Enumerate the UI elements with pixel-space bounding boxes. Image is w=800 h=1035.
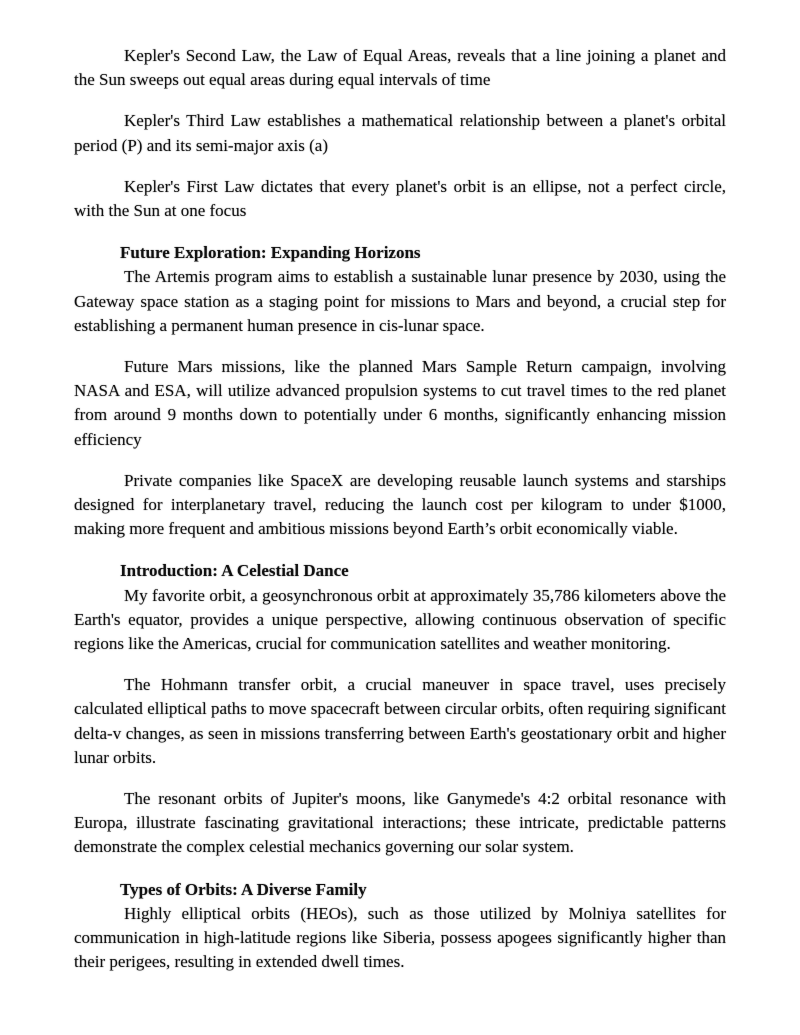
section-heading-future-exploration: Future Exploration: Expanding Horizons (120, 243, 421, 263)
section-heading-types-of-orbits: Types of Orbits: A Diverse Family (120, 879, 367, 899)
paragraph-artemis: The Artemis program aims to establish a sustainable lunar presence by 2030, using the Gateway space station as a staging point for missions to Mars and beyond, a crucial step for establishing a permanent human presence in cis-lunar space. (74, 267, 726, 335)
paragraph-hohmann: The Hohmann transfer orbit, a crucial maneuver in space travel, uses precisely calculated elliptical paths to move spacecraft between circular orbits, often requiring significant delta-v changes, as seen in missions transferring between Earth's geostationary orbit and higher lunar orbits. (74, 675, 726, 767)
document-page (74, 44, 726, 992)
paragraph-geosynchronous: My favorite orbit, a geosynchronous orbit at approximately 35,786 kilometers above the Earth's equator, provides a unique perspective, allowing continuous observation of specific regions like the Americas, crucial for communication satellites and weather monitoring. (74, 585, 726, 654)
paragraph-mars-missions: Future Mars missions, like the planned Mars Sample Return campaign, involving NASA and ESA, will utilize advanced propulsion systems to cut travel times to the red planet from around 9 months down to potentially under 6 months, significantly enhancing mission efficiency (74, 357, 726, 449)
paragraph-private-companies: Private companies like SpaceX are developing reusable launch systems and starships designed for interplanetary travel, reducing the launch cost per kilogram to under $1000, making more frequent and ambitious missions beyond Earth’s orbit economically viable. (74, 470, 726, 539)
paragraph-kepler-third-law: Kepler's Third Law establishes a mathematical relationship between a planet's orbital period (P) and its semi-major axis (a) (74, 111, 726, 155)
paragraph-kepler-second-law: Kepler's Second Law, the Law of Equal Areas, reveals that a line joining a planet and the Sun sweeps out equal areas during equal intervals of time (74, 46, 726, 90)
paragraph-resonant-orbits: The resonant orbits of Jupiter's moons, like Ganymede's 4:2 orbital resonance with Europa, illustrate fascinating gravitational interactions; these intricate, predictable patterns demonstrate the complex celestial mechanics governing our solar system. (74, 789, 726, 857)
paragraph-heo: Highly elliptical orbits (HEOs), such as those utilized by Molniya satellites for communication in high-latitude regions like Siberia, possess apogees significantly higher than their perigees, resulting in extended dwell times. (74, 903, 726, 972)
paragraph-kepler-first-law: Kepler's First Law dictates that every planet's orbit is an ellipse, not a perfect circle, with the Sun at one focus (74, 176, 726, 221)
section-heading-introduction: Introduction: A Celestial Dance (120, 561, 349, 581)
